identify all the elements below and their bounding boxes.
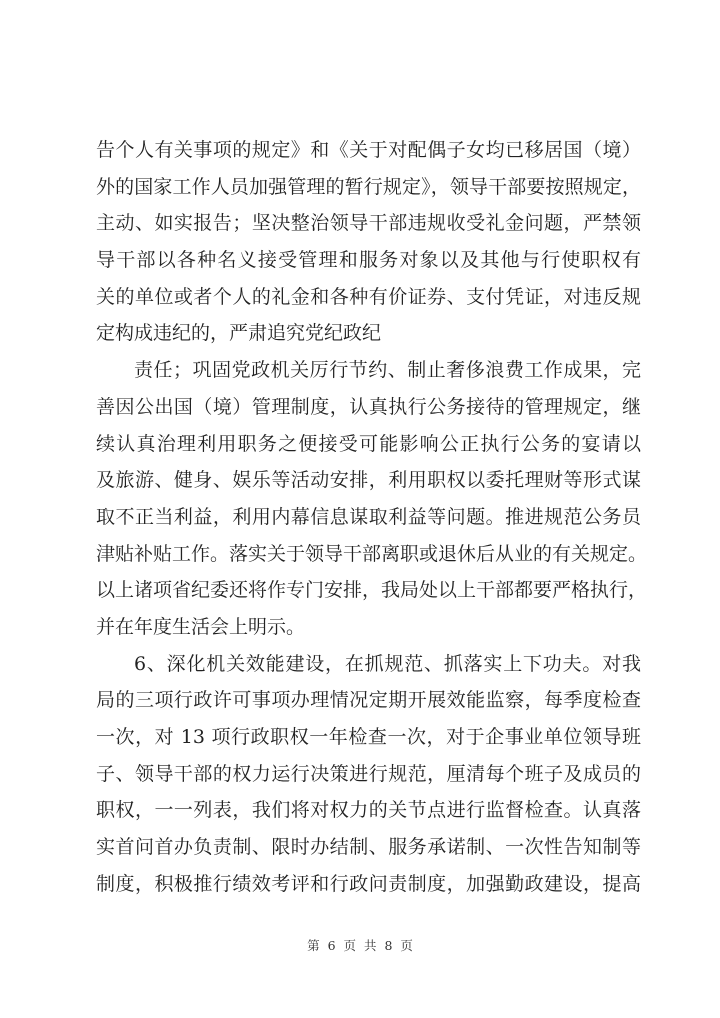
text-line: 续认真治理利用职务之便接受可能影响公正执行公务的宴请以: [96, 432, 641, 455]
text-line: 以上诸项省纪委还将作专门安排，我局处以上干部都要严格执行，: [96, 579, 648, 602]
text-line: 并在年度生活会上明示。: [96, 615, 306, 638]
text-line: 制度，积极推行绩效考评和行政问责制度，加强勤政建设，提高: [96, 872, 641, 895]
text-line: 实首问首办负责制、限时办结制、服务承诺制、一次性告知制等: [96, 836, 641, 859]
text-line: 主动、如实报告；坚决整治领导干部违规收受礼金问题，严禁领: [96, 212, 641, 235]
text-line: 外的国家工作人员加强管理的暂行规定》，领导干部要按照规定，: [96, 175, 641, 198]
text-line: 善因公出国（境）管理制度，认真执行公务接待的管理规定，继: [96, 395, 641, 418]
text-line: 津贴补贴工作。落实关于领导干部离职或退休后从业的有关规定。: [96, 542, 648, 565]
text-line: 告个人有关事项的规定》和《关于对配偶子女均已移居国（境）: [96, 139, 641, 161]
text-line: 子、领导干部的权力运行决策进行规范，厘清每个班子及成员的: [96, 762, 641, 785]
text-line: 职权，一一列表，我们将对权力的关节点进行监督检查。认真落: [96, 799, 641, 822]
text-line: 关的单位或者个人的礼金和各种有价证券、支付凭证，对违反规: [96, 285, 641, 308]
text-line: 及旅游、健身、娱乐等活动安排，利用职权以委托理财等形式谋: [96, 469, 641, 492]
text-line: 导干部以各种名义接受管理和服务对象以及其他与行使职权有: [96, 249, 641, 272]
text-line-paragraph-start: 6、深化机关效能建设，在抓规范、抓落实上下功夫。对我: [134, 652, 641, 675]
text-line: 一次，对 13 项行政职权一年检查一次，对于企事业单位领导班: [96, 726, 641, 748]
text-line-paragraph-start: 责任；巩固党政机关厉行节约、制止奢侈浪费工作成果，完: [134, 359, 641, 382]
page-number-footer: 第 6 页 共 8 页: [307, 938, 413, 953]
document-body: [96, 132, 648, 902]
text-line: 定构成违纪的，严肃追究党纪政纪: [96, 322, 382, 345]
text-line: 取不正当利益，利用内幕信息谋取利益等问题。推进规范公务员: [96, 505, 641, 528]
text-line: 局的三项行政许可事项办理情况定期开展效能监察，每季度检查: [96, 689, 641, 712]
